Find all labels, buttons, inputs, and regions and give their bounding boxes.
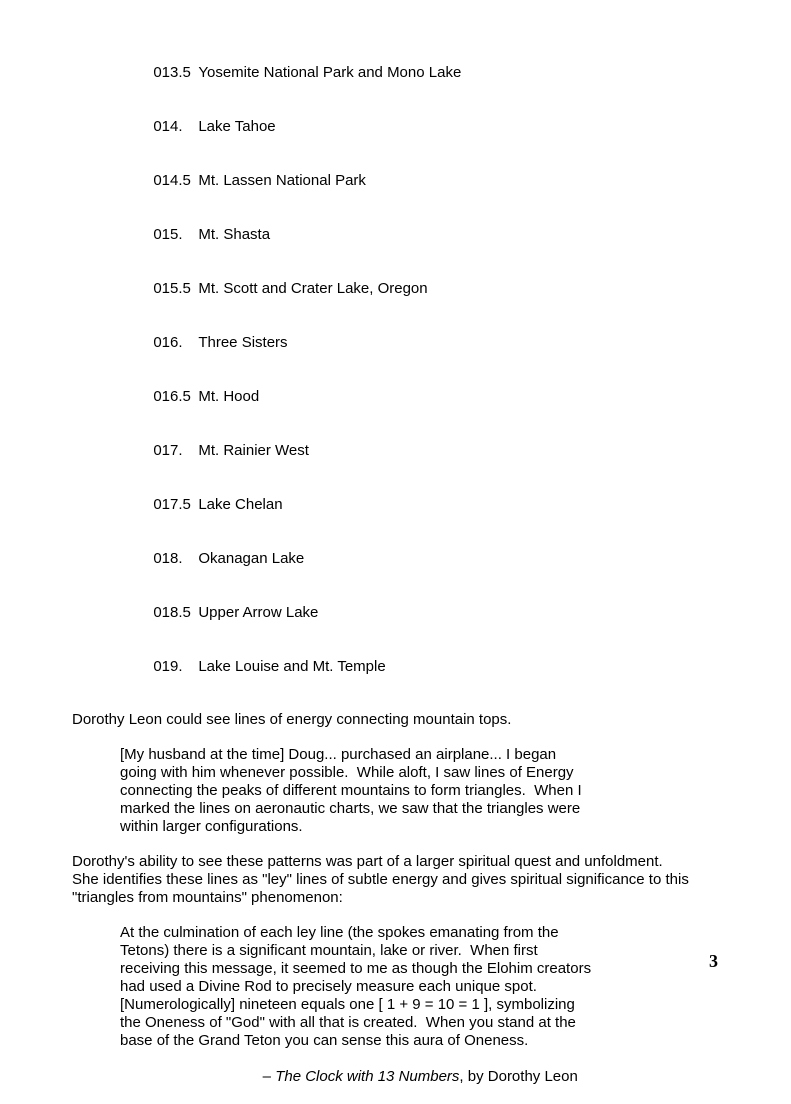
- list-item: [120, 532, 719, 586]
- list-item-number: 014.5: [153, 172, 191, 189]
- list-item: [120, 46, 719, 100]
- list-item-name: Three Sisters: [198, 334, 288, 351]
- list-item: [120, 262, 719, 316]
- list-item-number: 015.: [153, 226, 183, 243]
- list-item: [120, 154, 719, 208]
- text-line: "triangles from mountains" phenomenon:: [72, 889, 343, 906]
- list-item-number: 014.: [153, 118, 183, 135]
- text-line: base of the Grand Teton you can sense this aura of Oneness.: [120, 1032, 529, 1049]
- page-number: 3: [709, 951, 718, 971]
- text-line: within larger configurations.: [120, 818, 303, 835]
- list-item-name: Lake Louise and Mt. Temple: [198, 658, 386, 675]
- text-line: At the culmination of each ley line (the spokes emanating from the: [120, 924, 559, 941]
- list-item-number: 019.: [153, 658, 183, 675]
- list-item-name: Mt. Scott and Crater Lake, Oregon: [198, 280, 428, 297]
- list-item-number: 018.5: [153, 604, 191, 621]
- text-line: Tetons) there is a significant mountain, lake or river. When first: [120, 942, 538, 959]
- text-line: marked the lines on aeronautic charts, we saw that the triangles were: [120, 800, 581, 817]
- list-item-name: Mt. Rainier West: [198, 442, 309, 459]
- paragraph-intro: [72, 711, 719, 729]
- list-item: [120, 640, 719, 694]
- list-item-number: 018.: [153, 550, 183, 567]
- text-line: [Numerologically] nineteen equals one [ 1 + 9 = 10 = 1 ], symbolizing: [120, 996, 575, 1013]
- list-item-name: Mt. Lassen National Park: [198, 172, 366, 189]
- list-item: [120, 100, 719, 154]
- text-line: Dorothy Leon could see lines of energy connecting mountain tops.: [72, 711, 512, 728]
- text-line: connecting the peaks of different mountains to form triangles. When I: [120, 782, 582, 799]
- list-item-name: Yosemite National Park and Mono Lake: [198, 64, 462, 81]
- text-line: had used a Divine Rod to precisely measure each unique spot.: [120, 978, 537, 995]
- book-title: The Clock with 13 Numbers: [275, 1068, 460, 1085]
- list-item-number: 013.5: [153, 64, 191, 81]
- list-item: [120, 208, 719, 262]
- list-item-number: 016.5: [153, 388, 191, 405]
- text-line: She identifies these lines as "ley" lines of subtle energy and gives spiritual significance to this: [72, 871, 689, 888]
- blockquote-culmination: [120, 924, 719, 1050]
- list-item-name: Okanagan Lake: [198, 550, 305, 567]
- text-line: Dorothy's ability to see these patterns was part of a larger spiritual quest and unfoldment.: [72, 853, 663, 870]
- numbered-site-list: [120, 46, 719, 694]
- list-item: [120, 316, 719, 370]
- list-item-number: 016.: [153, 334, 183, 351]
- list-item-name: Mt. Hood: [198, 388, 260, 405]
- list-item: [120, 370, 719, 424]
- text-line: [My husband at the time] Doug... purchased an airplane... I began: [120, 746, 557, 763]
- text-line: going with him whenever possible. While aloft, I saw lines of Energy: [120, 764, 574, 781]
- attribution-dash: –: [262, 1068, 276, 1085]
- list-item-number: 015.5: [153, 280, 191, 297]
- list-item: [120, 586, 719, 640]
- text-line: receiving this message, it seemed to me as though the Elohim creators: [120, 960, 592, 977]
- list-item-name: Lake Tahoe: [198, 118, 276, 135]
- attribution-author: , by Dorothy Leon: [459, 1068, 578, 1085]
- list-item-name: Mt. Shasta: [198, 226, 271, 243]
- text-line: the Oneness of "God" with all that is created. When you stand at the: [120, 1014, 576, 1031]
- list-item-name: Upper Arrow Lake: [198, 604, 319, 621]
- blockquote-airplane: [120, 746, 719, 836]
- list-item-number: 017.5: [153, 496, 191, 513]
- list-item-name: Lake Chelan: [198, 496, 283, 513]
- quote-attribution: [246, 1050, 719, 1104]
- list-item-number: 017.: [153, 442, 183, 459]
- list-item: [120, 424, 719, 478]
- paragraph-ley-lines: [72, 853, 719, 907]
- list-item: [120, 478, 719, 532]
